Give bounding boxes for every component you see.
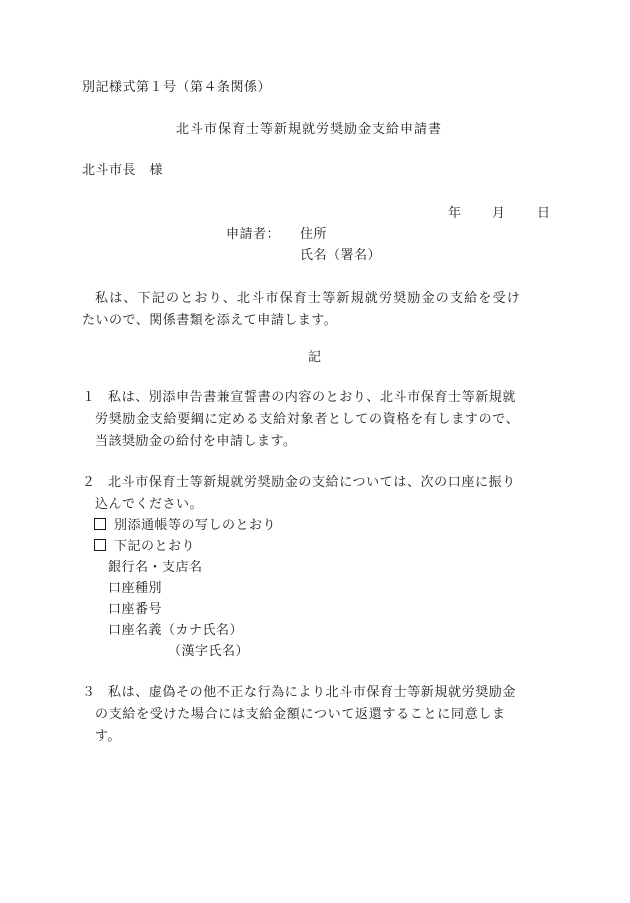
- name-signature-label: 氏名（署名）: [300, 248, 382, 263]
- addressee: 北斗市長 様: [82, 163, 164, 178]
- bank-branch-label: 銀行名・支店名: [108, 560, 203, 575]
- address-label: 住所: [300, 227, 328, 242]
- account-holder-kana-label: 口座名義（カナ氏名）: [108, 623, 244, 638]
- item3-line-2: の支給を受けた場合には支給金額について返還することに同意しま: [95, 707, 506, 722]
- date-day-label: 日: [537, 206, 551, 221]
- account-holder-kanji-label: （漢字氏名）: [168, 644, 250, 659]
- item3-line-3: す。: [95, 729, 121, 744]
- option-attached-passbook[interactable]: [94, 518, 276, 534]
- intro-line-1: 私は、下記のとおり、北斗市保育士等新規就労奨励金の支給を受け: [95, 291, 522, 306]
- item1-number: １: [82, 390, 96, 405]
- item3-number: ３: [82, 685, 96, 700]
- item1-line-1: 私は、別添申告書兼宣誓書の内容のとおり、北斗市保育士等新規就: [108, 390, 517, 405]
- form-title: 北斗市保育士等新規就労奨励金支給申請書: [176, 122, 443, 137]
- option-as-below[interactable]: [94, 539, 195, 555]
- applicant-label: 申請者：: [226, 227, 281, 242]
- item2-line-1: 北斗市保育士等新規就労奨励金の支給については、次の口座に振り: [108, 475, 516, 490]
- account-type-label: 口座種別: [108, 581, 163, 596]
- checkbox-as-below[interactable]: [94, 539, 106, 551]
- item1-line-3: 当該奨励金の給付を申請します。: [95, 434, 297, 449]
- option-as-below-label: 下記のとおり: [114, 539, 196, 554]
- item2-number: ２: [82, 475, 96, 490]
- date-year-label: 年: [448, 206, 462, 221]
- option-attached-passbook-label: 別添通帳等の写しのとおり: [114, 518, 277, 533]
- ki-heading: 記: [308, 350, 322, 365]
- checkbox-attached-passbook[interactable]: [94, 518, 106, 530]
- date-month-label: 月: [492, 206, 506, 221]
- form-reference: 別記様式第１号（第４条関係）: [82, 80, 272, 95]
- account-number-label: 口座番号: [108, 602, 163, 617]
- intro-line-2: たいので、関係書類を添えて申請します。: [82, 313, 338, 328]
- item3-line-1: 私は、虚偽その他不正な行為により北斗市保育士等新規就労奨励金: [108, 685, 517, 700]
- item1-line-2: 労奨励金支給要綱に定める支給対象者としての資格を有しますので、: [95, 412, 520, 427]
- item2-line-2: 込んでください。: [95, 497, 204, 512]
